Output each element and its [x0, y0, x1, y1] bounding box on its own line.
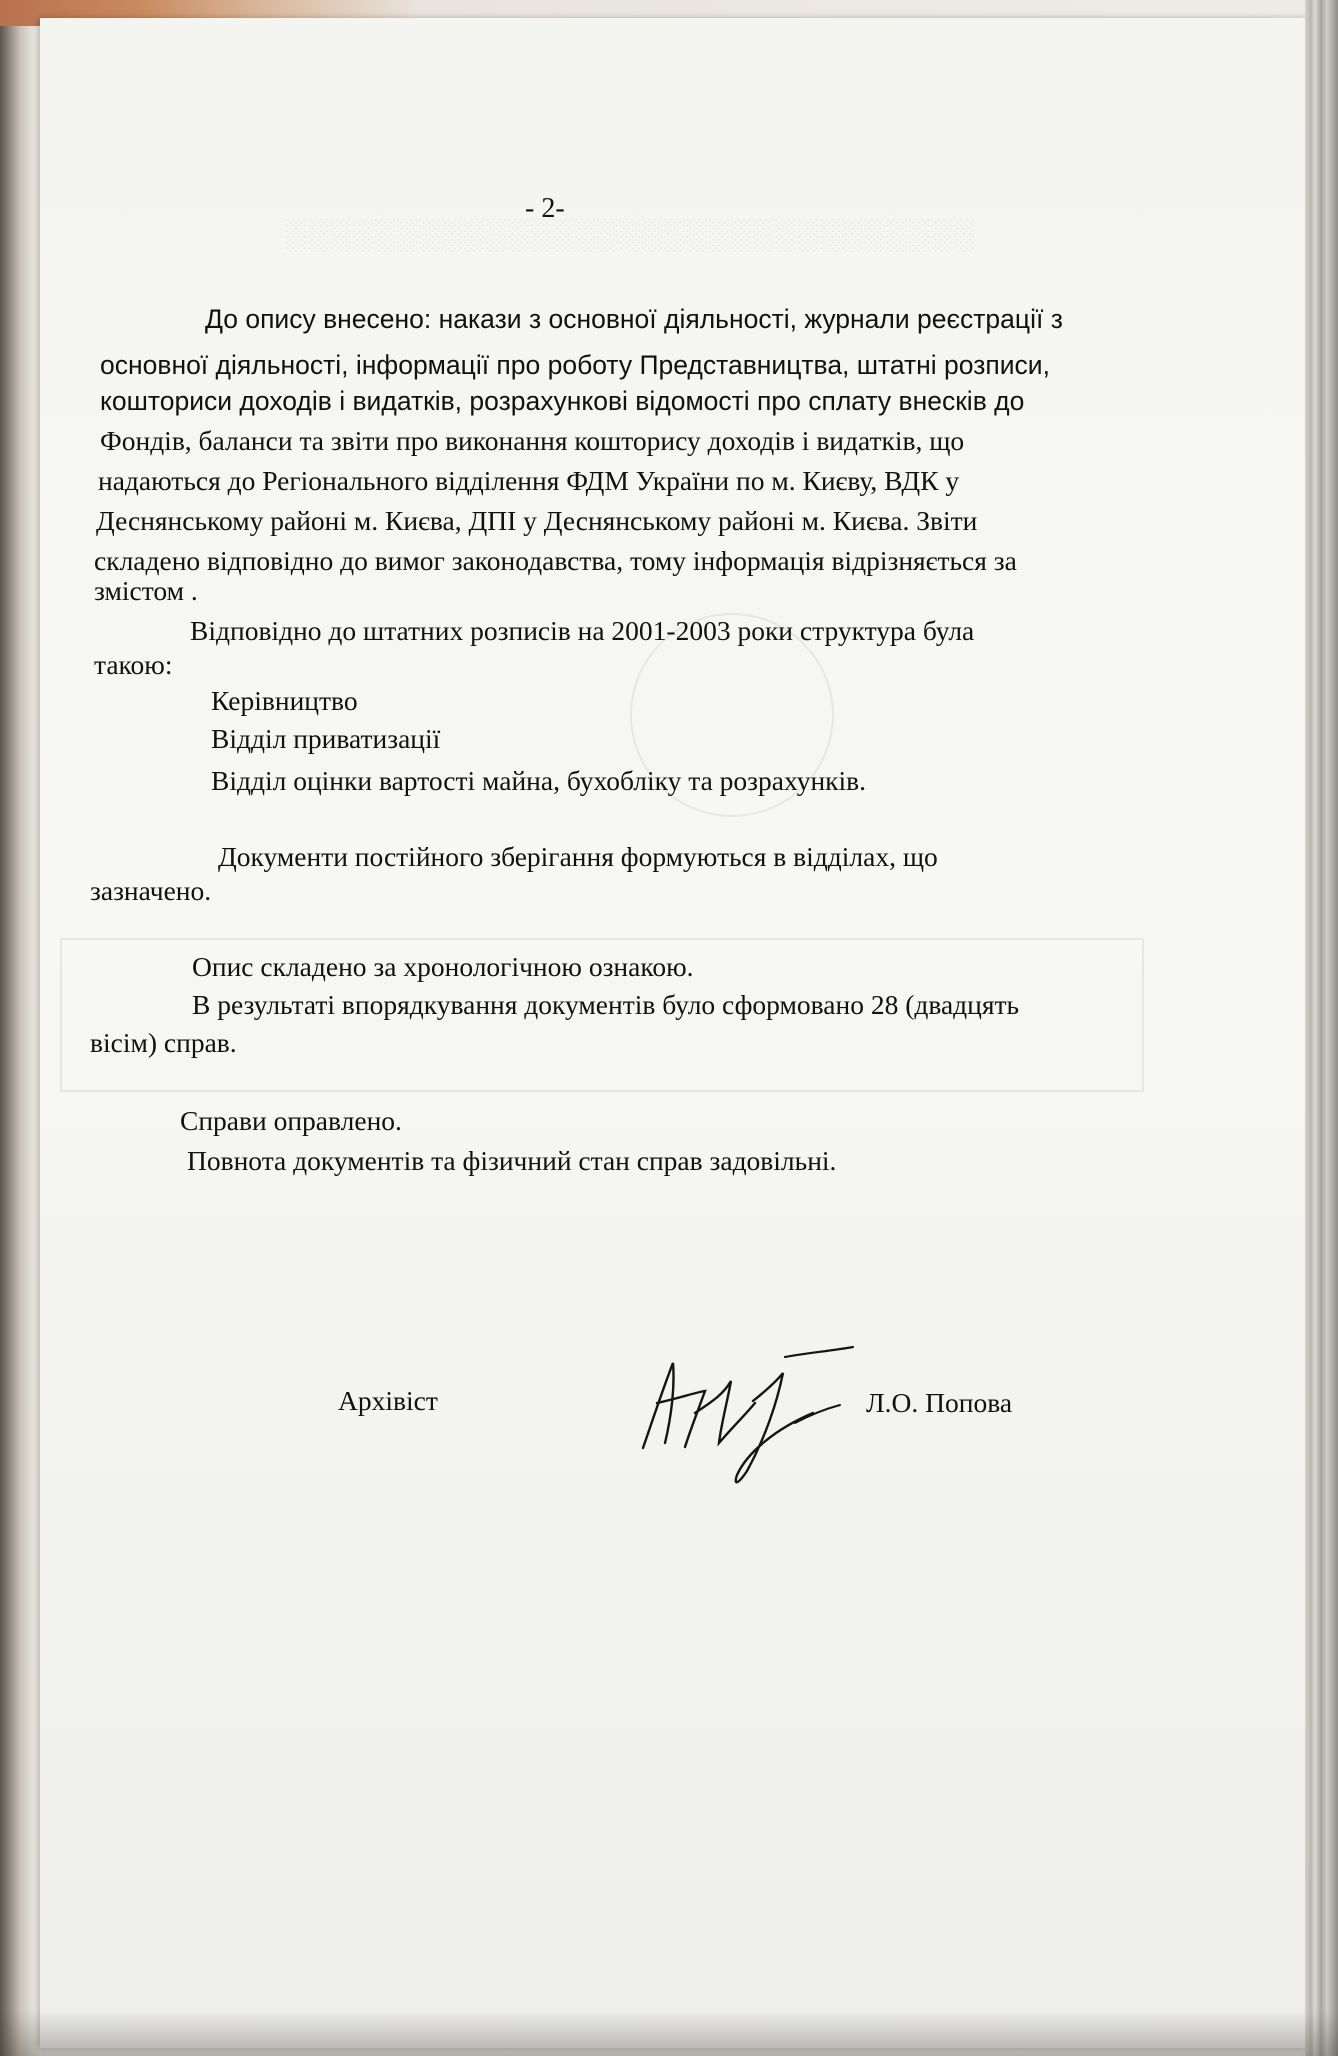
paragraph-1-line-6: Деснянському районі м. Києва, ДПІ у Деснянському районі м. Києва. Звіти: [96, 505, 978, 536]
paragraph-1-line-5: надаються до Регіонального відділення ФДМ України по м. Києву, ВДК у: [98, 465, 960, 496]
paragraph-1-line-1: До опису внесено: накази з основної діяльності, журнали реєстрації з: [205, 304, 1063, 334]
handwritten-signature: [635, 1343, 875, 1493]
paragraph-5-line-1: В результаті впорядкування документів було сформовано 28 (двадцять: [192, 989, 1020, 1020]
paragraph-7: Повнота документів та фізичний стан справ задовільні.: [187, 1145, 837, 1176]
paragraph-3-line-2: зазначено.: [90, 875, 212, 906]
paragraph-1-line-2: основної діяльності, інформації про роботу Представництва, штатні розписи,: [100, 350, 1050, 380]
paragraph-4: Опис складено за хронологічною ознакою.: [192, 951, 694, 982]
paragraph-1-line-7: складено відповідно до вимог законодавства, тому інформація відрізняється за: [94, 545, 1017, 576]
document-text: [40, 18, 1308, 2048]
structure-item-valuation: Відділ оцінки вартості майна, бухобліку та розрахунків.: [211, 765, 867, 796]
paragraph-5-line-2: вісім) справ.: [90, 1027, 237, 1058]
paragraph-2-line-2: такою:: [94, 649, 173, 680]
page-number: - 2-: [525, 193, 565, 224]
paragraph-2-line-1: Відповідно до штатних розписів на 2001-2003 роки структура була: [190, 615, 975, 646]
paragraph-1-line-4: Фондів, баланси та звіти про виконання кошторису доходів і видатків, що: [100, 425, 965, 456]
document-page: [40, 18, 1308, 2048]
paragraph-6: Справи оправлено.: [180, 1105, 402, 1136]
bottom-shadow: [0, 2010, 1338, 2056]
signer-position: Архівіст: [338, 1385, 438, 1416]
paragraph-1-line-8: змістом .: [94, 575, 198, 606]
paragraph-1-line-3: кошториси доходів і видатків, розрахункові відомості про сплату внесків до: [100, 386, 1025, 416]
structure-item-management: Керівництво: [211, 685, 358, 716]
show-through-heading: ░░░░░░░░░░░░░░░░░░░░░░░░░░░░░░░: [285, 218, 975, 251]
stacked-page-edges: [1305, 0, 1338, 2056]
paragraph-3-line-1: Документи постійного зберігання формуються в відділах, що: [218, 841, 938, 872]
structure-item-privatization: Відділ приватизації: [211, 723, 441, 754]
signer-name: Л.О. Попова: [866, 1387, 1013, 1418]
